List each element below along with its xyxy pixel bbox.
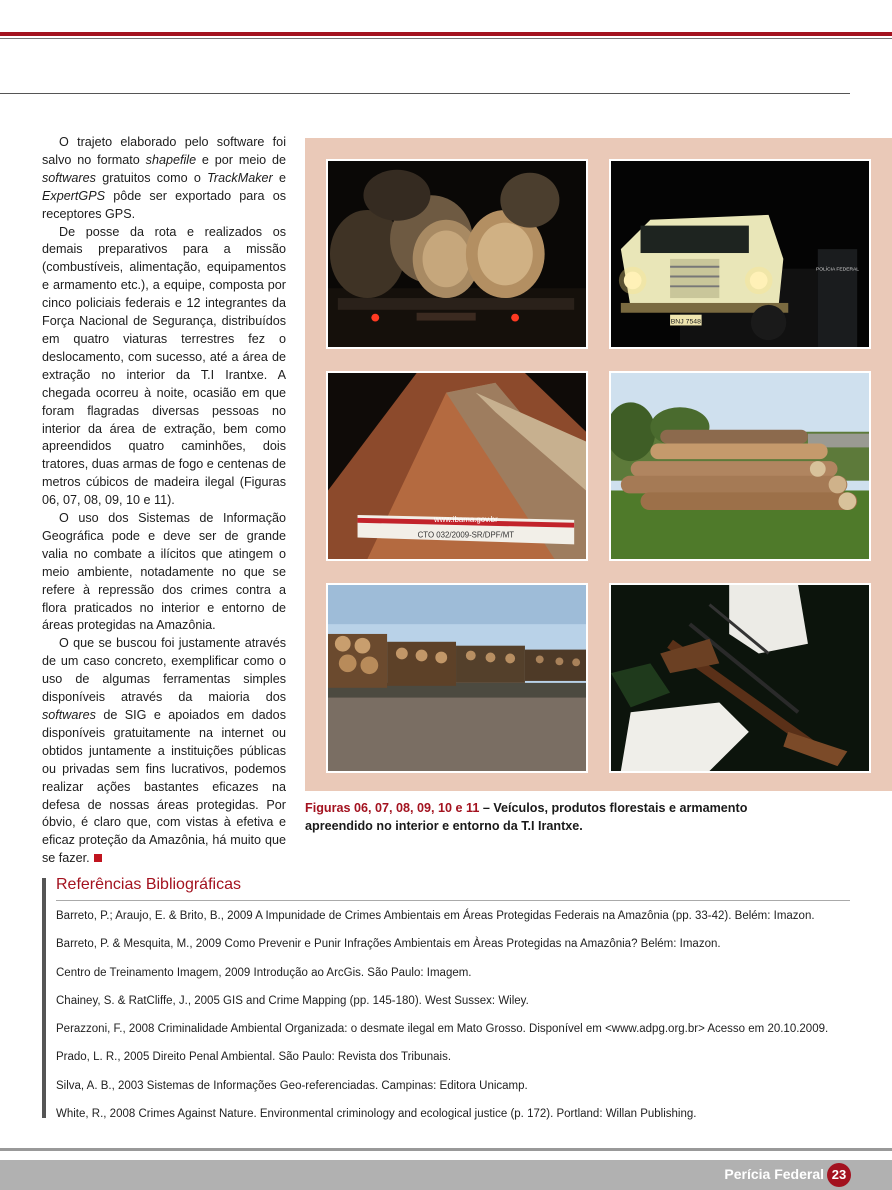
references-rule bbox=[56, 900, 850, 901]
vest-text: POLÍCIA FEDERAL bbox=[815, 267, 860, 273]
photo-panel bbox=[305, 138, 892, 791]
figure-caption-text: – Veículos, produtos florestais e armamento apreendido no interior e entorno da T.I Irantxe. bbox=[305, 801, 748, 833]
reference-item: Barreto, P. & Mesquita, M., 2009 Como Prevenir e Punir Infrações Ambientais em Àreas Protegidas na Amazônia? Belém: Imazon. bbox=[56, 938, 721, 951]
header-rule bbox=[0, 93, 850, 94]
reference-item: White, R., 2008 Crimes Against Nature. Environmental criminology and ecological justice (p. 172). Portland: Willan Publishing. bbox=[56, 1108, 697, 1121]
end-of-article-mark bbox=[94, 854, 102, 862]
truck-plate-text: BNJ 7548 bbox=[670, 318, 701, 326]
photo-police-truck-night bbox=[609, 159, 871, 349]
references-title: Referências Bibliográficas bbox=[56, 876, 241, 893]
references-side-bar bbox=[42, 878, 46, 1118]
body-paragraph: O trajeto elaborado pelo software foi salvo no formato shapefile e por meio de softwares gratuitos como o TrackMaker e ExpertGPS pôde ser exportado para os receptores GPS. bbox=[42, 135, 286, 221]
body-paragraph: De posse da rota e realizados os demais preparativos para a missão (combustíveis, alimentação, equipamentos e armamento etc.), a equipe, composta por cinco policiais federais e 12 integrantes da Força Nacional de Segurança, distribuídos em quatro viaturas terrestres fez o deslocamento, com sucesso, até a área de extração no interior da T.I Irantxe. A chegada ocorreu à noite, ocasião em que foram flagradas diversas pessoas no interior da área de extração, bem como apreendidos quatro caminhões, dois tratores, duas armas de fogo e centenas de metros cúbicos de madeira ilegal (Figuras 06, 07, 08, 09, 10 e 11). bbox=[42, 224, 286, 508]
top-rule-gray bbox=[0, 38, 892, 39]
reference-item: Prado, L. R., 2005 Direito Penal Ambiental. São Paulo: Revista dos Tribunais. bbox=[56, 1051, 452, 1064]
photo-log-trucks-row bbox=[326, 583, 588, 773]
photo-log-truck-night bbox=[326, 159, 588, 349]
page-number-badge: 23 bbox=[827, 1163, 851, 1187]
reference-item: Silva, A. B., 2003 Sistemas de Informações Geo-referenciadas. Campinas: Editora Unicamp. bbox=[56, 1079, 528, 1092]
top-rule-red bbox=[0, 32, 892, 36]
photo-log-closeup-tag bbox=[326, 371, 588, 561]
footer-journal-name: Perícia Federal bbox=[724, 1166, 824, 1182]
reference-item: Barreto, P.; Araujo, E. & Brito, B., 2009 A Impunidade de Crimes Ambientais em Áreas Protegidas Federais na Amazônia (pp. 33-42). Belém: Imazon. bbox=[56, 910, 815, 922]
figure-caption bbox=[305, 800, 785, 835]
body-paragraph: O uso dos Sistemas de Informação Geográfica pode e deve ser de grande valia no combate a ilícitos que atingem o meio ambiente, notadamente no que se refere à repressão dos crimes contra a flora praticados no interior e entorno de áreas protegidas na Amazônia. bbox=[42, 511, 286, 633]
body-paragraph: O que se buscou foi justamente através de um caso concreto, exemplificar como o uso de algumas ferramentas simples disponíveis através da maioria dos softwares de SIG e apoiados em dados disponíveis gratuitamente na internet ou obtidos juntamente a instituições públicas ou privadas sem fins lucrativos, podemos realizar ações bastantes eficazes na defesa de nossas áreas protegidas. Por óbvio, é claro que, com vistas à efetiva e eficaz proteção da Amazônia, há muito que se fazer. bbox=[42, 636, 286, 866]
photo-log-pile-field bbox=[609, 371, 871, 561]
reference-item: Perazzoni, F., 2008 Criminalidade Ambiental Organizada: o desmate ilegal em Mato Grosso. Disponível em <www.adpg.org.br> Acesso em 20.10.2009. bbox=[56, 1023, 829, 1036]
log-tag-line-2: CTO 032/2009-SR/DPF/MT bbox=[417, 530, 515, 540]
references-list bbox=[56, 909, 856, 1135]
figure-caption-ids: Figuras 06, 07, 08, 09, 10 e 11 bbox=[305, 801, 480, 815]
log-tag-line-1: www.ibama.gov.br bbox=[434, 514, 498, 524]
photo-seized-firearms bbox=[609, 583, 871, 773]
reference-item: Centro de Treinamento Imagem, 2009 Introdução ao ArcGis. São Paulo: Imagem. bbox=[56, 966, 472, 979]
footer-rule bbox=[0, 1148, 892, 1151]
reference-item: Chainey, S. & RatCliffe, J., 2005 GIS and Crime Mapping (pp. 145-180). West Sussex: Wiley. bbox=[56, 994, 529, 1007]
body-text-column bbox=[42, 134, 286, 868]
